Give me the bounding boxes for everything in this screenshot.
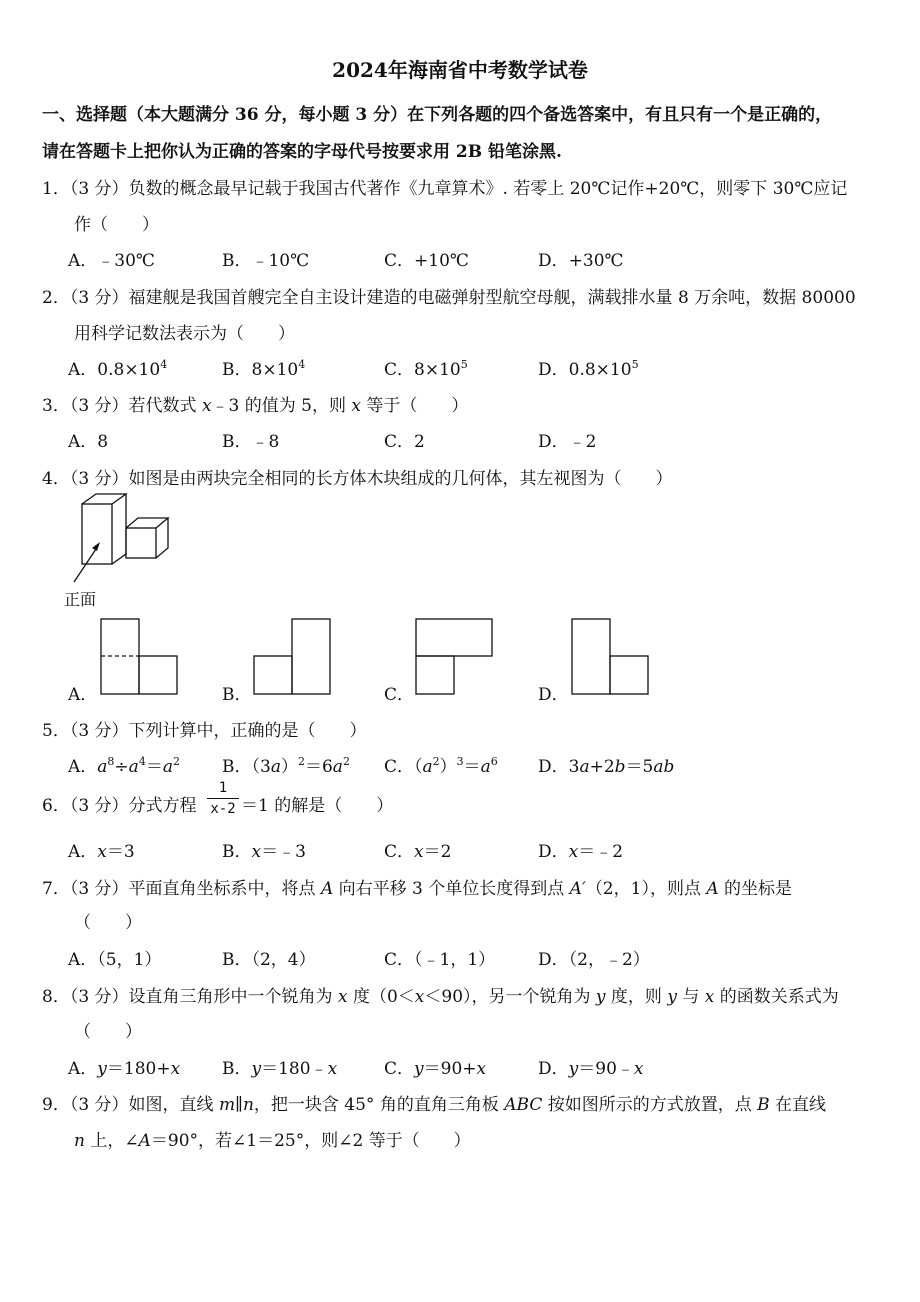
q7-option-d: D．（2，﹣2） bbox=[538, 950, 650, 970]
question-9-stem-cont: n 上，∠A＝90°，若∠1＝25°，则∠2 等于（ ） bbox=[74, 1131, 471, 1151]
q6-option-b: B．x＝﹣3 bbox=[222, 842, 306, 862]
question-4-stem: 4．（3 分）如图是由两块完全相同的长方体木块组成的几何体，其左视图为（ ） bbox=[42, 469, 673, 489]
question-1-stem-cont: 作（ ） bbox=[74, 215, 159, 235]
page-title: 2024年海南省中考数学试卷 bbox=[332, 58, 588, 82]
q1-option-c: C．+10℃ bbox=[384, 251, 469, 271]
q7-option-b: B．（2，4） bbox=[222, 950, 316, 970]
q8-option-d: D．y＝90﹣x bbox=[538, 1059, 644, 1079]
question-8-stem: 8．（3 分）设直角三角形中一个锐角为 x 度（0＜x＜90），另一个锐角为 y 度，则 y 与 x 的函数关系式为 bbox=[42, 987, 839, 1007]
q7-option-c: C．（﹣1，1） bbox=[384, 950, 496, 970]
q6-fraction bbox=[205, 778, 241, 819]
q4-option-d-view bbox=[571, 618, 651, 696]
q3-option-c: C．2 bbox=[384, 432, 425, 452]
question-5-stem: 5．（3 分）下列计算中，正确的是（ ） bbox=[42, 721, 367, 741]
q4-option-d: D． bbox=[538, 685, 569, 705]
q5-option-b: B．$(3a)^2=6a^2$ bbox=[222, 755, 350, 777]
q7-option-a: A．（5，1） bbox=[68, 950, 162, 970]
q4-option-a-view bbox=[100, 618, 180, 696]
q3-option-b: B．﹣8 bbox=[222, 432, 280, 452]
q4-option-b: B． bbox=[222, 685, 252, 705]
q8-option-b: B．y＝180﹣x bbox=[222, 1059, 338, 1079]
question-9-stem: 9．（3 分）如图，直线 m∥n，把一块含 45° 角的直角三角板 ABC 按如图所示的方式放置，点 B 在直线 bbox=[42, 1095, 827, 1115]
q8-option-c: C．y＝90+x bbox=[384, 1059, 487, 1079]
q1-option-a: A．﹣30℃ bbox=[68, 251, 155, 271]
q5-option-c: C．$(a^2)^3=a^6$ bbox=[384, 755, 498, 777]
q4-option-a: A． bbox=[68, 685, 98, 705]
q2-option-a: A．$0.8\times 10^4$ bbox=[68, 358, 168, 380]
question-1-stem: 1．（3 分）负数的概念最早记载于我国古代著作《九章算术》. 若零上 20℃记作+20℃，则零下 30℃应记 bbox=[42, 179, 848, 199]
q3-option-a: A．8 bbox=[68, 432, 109, 452]
question-3-stem: 3．（3 分）若代数式 x﹣3 的值为 5，则 x 等于（ ） bbox=[42, 396, 469, 416]
question-2-stem: 2．（3 分）福建舰是我国首艘完全自主设计建造的电磁弹射型航空母舰，满载排水量 8 万余吨，数据 80000 bbox=[42, 288, 856, 308]
q1-option-b: B．﹣10℃ bbox=[222, 251, 310, 271]
q8-option-a: A．y＝180+x bbox=[68, 1059, 181, 1079]
q2-option-d: D．$0.8\times 10^5$ bbox=[538, 358, 639, 380]
q4-front-label: 正面 bbox=[64, 590, 97, 609]
q1-option-d: D．+30℃ bbox=[538, 251, 624, 271]
q6-fraction-denominator: x-2 bbox=[210, 801, 236, 817]
question-6-stem-prefix: 6．（3 分）分式方程 bbox=[42, 796, 197, 816]
q6-option-a: A．x＝3 bbox=[68, 842, 135, 862]
q4-option-c-view bbox=[415, 618, 495, 696]
q6-option-c: C．x＝2 bbox=[384, 842, 452, 862]
question-8-stem-cont: （ ） bbox=[74, 1022, 142, 1042]
question-7-stem-cont: （ ） bbox=[74, 913, 142, 933]
q6-fraction-numerator: 1 bbox=[218, 780, 228, 796]
q6-option-d: D．x＝﹣2 bbox=[538, 842, 624, 862]
question-2-stem-cont: 用科学记数法表示为（ ） bbox=[74, 324, 295, 344]
q5-option-a: A．$a^8\div a^4=a^2$ bbox=[68, 755, 180, 777]
q5-option-d: D．3a+2b＝5ab bbox=[538, 757, 675, 777]
section-instructions-line2: 请在答题卡上把你认为正确的答案的字母代号按要求用 2B 铅笔涂黑. bbox=[42, 142, 562, 162]
q2-option-b: B．$8\times 10^4$ bbox=[222, 358, 306, 380]
q4-solid-figure bbox=[60, 490, 180, 590]
q4-option-c: C． bbox=[384, 685, 415, 705]
section-instructions-line1: 一、选择题（本大题满分 36 分，每小题 3 分）在下列各题的四个备选答案中，有且只有一个是正确的， bbox=[42, 105, 833, 125]
question-7-stem: 7．（3 分）平面直角坐标系中，将点 A 向右平移 3 个单位长度得到点 A′（2，1），则点 A 的坐标是 bbox=[42, 879, 793, 899]
q4-option-b-view bbox=[253, 618, 333, 696]
question-6-stem-suffix: ＝1 的解是（ ） bbox=[241, 796, 394, 816]
q2-option-c: C．$8\times 10^5$ bbox=[384, 358, 468, 380]
q3-option-d: D．﹣2 bbox=[538, 432, 597, 452]
